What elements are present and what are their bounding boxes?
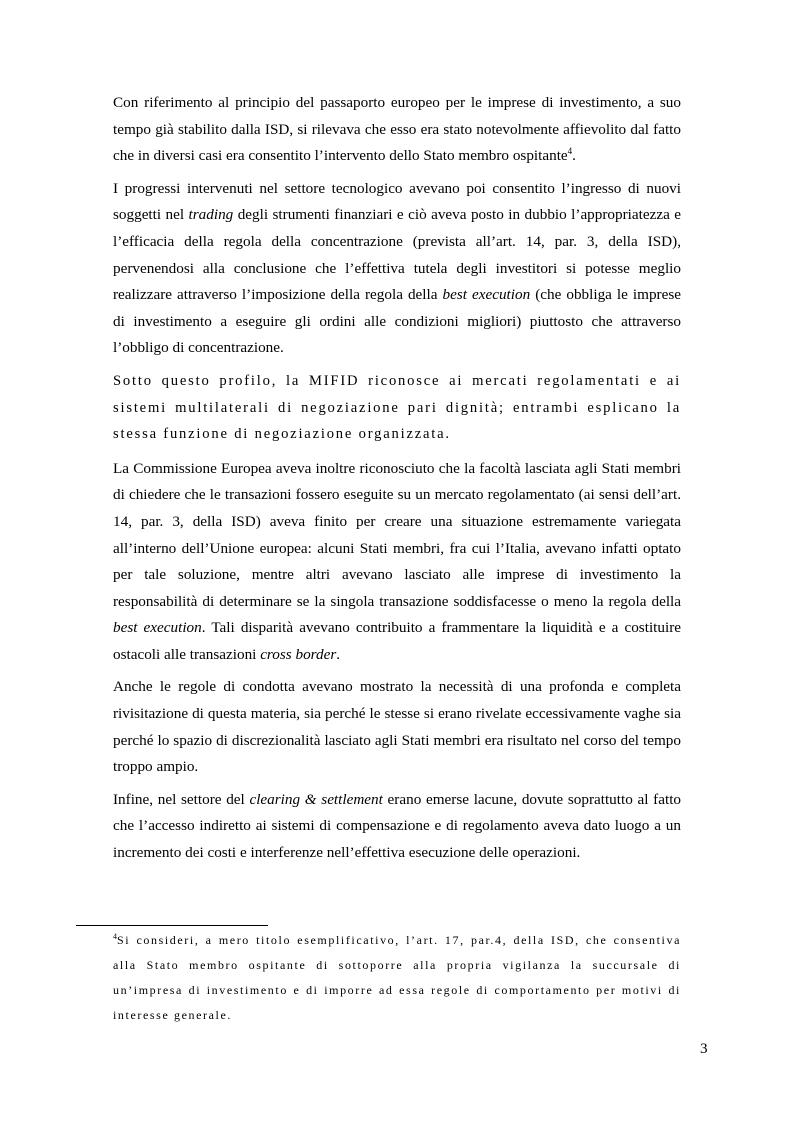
footnote-text: Si consideri, a mero titolo esemplificativo, l’art. 17, par.4, della ISD, che consentiva alla Stato membro ospitante di sottoporre alla propria vigilanza la succursale di un’impresa di investimento e di imporre ad essa regole di comportamento per motivi di interesse generale. xyxy=(113,933,681,1022)
paragraph-2-text-c: (che obbliga le imprese di investimento a eseguire gli ordini alle condizioni migliori) piuttosto che attraverso l’obbligo di concentrazione. xyxy=(113,286,681,357)
paragraph-5: Anche le regole di condotta avevano mostrato la necessità di una profonda e completa rivisitazione di questa materia, sia perché le stesse si erano rivelate eccessivamente vaghe sia perché lo spazio di discrezionalità lasciato agli Stati membri era risultato nel corso del tempo troppo ampio. xyxy=(113,678,681,776)
paragraph-4-italic-cross-border: cross border xyxy=(260,645,337,663)
page-number: 3 xyxy=(700,1040,708,1057)
footnote-separator xyxy=(76,925,268,926)
paragraph-2-italic-best-execution: best execution xyxy=(442,286,531,304)
body-text xyxy=(113,90,681,867)
paragraph-4-text-a: La Commissione Europea aveva inoltre riconosciuto che la facoltà lasciata agli Stati membri di chiedere che le transazioni fossero eseguite su un mercato regolamentato (ai sensi dell’art. 14, par. 3, della ISD) aveva finito per creare una situazione estremamente variegata all’interno dell’Unione europea: alcuni Stati membri, fra cui l’Italia, avevano infatti optato per tale soluzione, mentre altri avevano lasciato alle imprese di investimento la responsabilità di determinare se la singola transazione soddisfacesse o meno la regola della xyxy=(113,459,681,610)
paragraph-2 xyxy=(113,176,681,362)
paragraph-6-text-b: erano emerse lacune, dovute soprattutto al fatto che l’accesso indiretto ai sistemi di compensazione e di regolamento aveva dato luogo a un incremento dei costi e interferenze nell’effettiva esecuzione delle operazioni. xyxy=(113,790,682,862)
paragraph-1-end: . xyxy=(572,147,576,165)
paragraph-6 xyxy=(113,787,681,867)
paragraph-1-text: Con riferimento al principio del passaporto europeo per le imprese di investimento, a suo tempo già stabilito dalla ISD, si rilevava che esso era stato notevolmente affievolito dal fatto che in diversi casi era consentito l’intervento dello Stato membro ospitante xyxy=(113,94,681,165)
footnote xyxy=(113,928,681,1028)
paragraph-4-text-c: . xyxy=(336,645,341,663)
paragraph-6-text-a: Infine, nel settore del xyxy=(113,790,250,808)
paragraph-1 xyxy=(113,90,681,170)
paragraph-2-text-a: I progressi intervenuti nel settore tecnologico avevano poi consentito l’ingresso di nuovi soggetti nel xyxy=(113,179,681,224)
footnote-reference[interactable]: 4 xyxy=(567,146,573,157)
paragraph-4-italic-best-execution: best execution xyxy=(113,619,202,637)
paragraph-6-italic-clearing: clearing & settlement xyxy=(249,790,383,808)
paragraph-2-italic-trading: trading xyxy=(188,206,234,224)
paragraph-2-text-b: degli strumenti finanziari e ciò aveva posto in dubbio l’appropriatezza e l’efficacia della regola della concentrazione (prevista all’art. 14, par. 3, della ISD), pervenendosi alla conclusione che l’effettiva tutela degli investitori si potesse meglio realizzare attraverso l’imposizione della regola della xyxy=(113,206,681,304)
paragraph-4 xyxy=(113,456,681,669)
paragraph-3: Sotto questo profilo, la MIFID riconosce ai mercati regolamentati e ai sistemi multilaterali di negoziazione pari dignità; entrambi esplicano la stessa funzione di negoziazione organizzata. xyxy=(113,372,681,443)
footnote-marker: 4 xyxy=(113,932,117,941)
paragraph-4-text-b: . Tali disparità avevano contribuito a frammentare la liquidità e a costituire ostacoli alle transazioni xyxy=(113,619,681,663)
